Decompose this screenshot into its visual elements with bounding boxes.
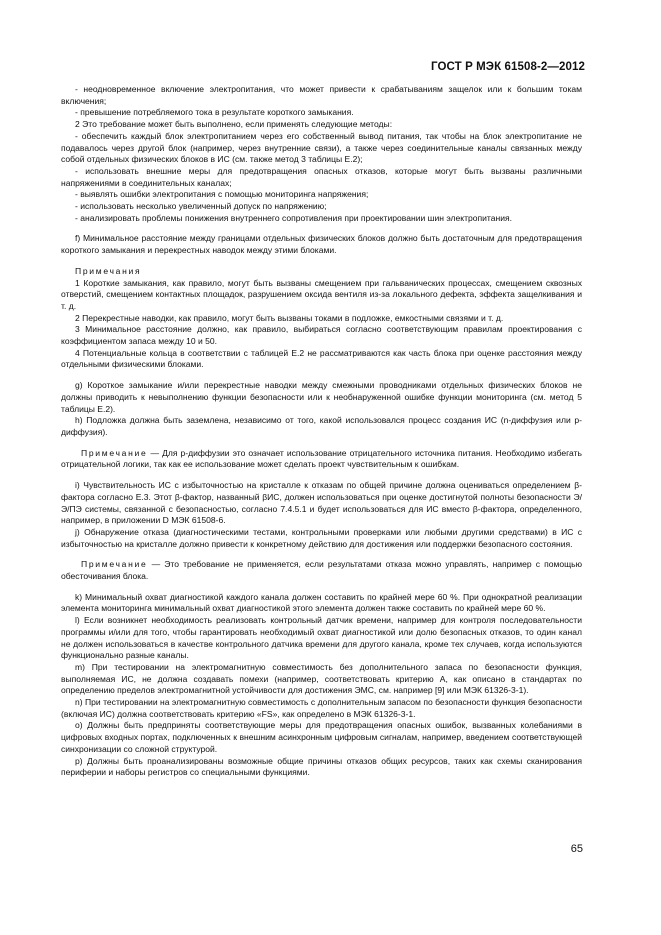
paragraph: - выявлять ошибки электропитания с помощью мониторинга напряжения; [75,189,369,200]
note-label: Примечание [81,559,148,570]
paragraph: - неодновременное включение электропитания, что может привести к срабатываниям защелок или к большим токам включения; [61,84,582,106]
paragraph: - использовать несколько увеличенный допуск по напряжению; [75,201,327,212]
note-block [61,559,582,582]
paragraph: k) Минимальный охват диагностикой каждого канала должен составить по крайней мере 60 %. При однократной реализации элемента мониторинга минимальный охват диагностикой этого элемента должен также составить по крайней мере 60 %. [61,591,582,614]
paragraph: p) Должны быть проанализированы возможные общие причины отказов общих ресурсов, таких как схемы сканирования периферии и наборы регистров со специальными функциями. [61,755,582,778]
paragraph: - превышение потребляемого тока в результате короткого замыкания. [75,107,354,118]
note-item: 1 Короткие замыкания, как правило, могут быть вызваны смещением при гальванических процессах, смещением сквозных отверстий, смещением контактных площадок, разрушением оксида вентиля из-за локального дефекта, эффекта защелкивания и т. д. [61,277,582,311]
page-body [61,84,582,779]
paragraph: n) При тестировании на электромагнитную совместимость с дополнительным запасом по безопасности функция безопасности (включая ИС) должна соответствовать критерию «FS», как определено в МЭК 61326-3-1. [61,697,582,719]
paragraph: - обеспечить каждый блок электропитанием через его собственный вывод питания, так чтобы на блок электропитание не подавалось через другой блок (например, через внутренние связи), а также через соединительные каналы связанных между собой отдельных физических блоков в ИС (см. также метод 3 таблицы Е.2); [61,130,582,165]
note-label: Примечание [81,447,148,458]
paragraph: h) Подложка должна быть заземлена, независимо от того, какой использовался процесс создания ИС (n-диффузия или p-диффузия). [61,415,582,437]
paragraph: j) Обнаружение отказа (диагностическими тестами, контрольными проверками или любыми другими средствами) в ИС с избыточностью на кристалле должно привести к конкретному действию для достижения или поддержки безопасного состояния. [61,526,582,549]
note-text: — Это требование не применяется, если результатами отказа можно управлять, например с помощью обесточивания блока. [61,559,582,582]
document-code-header: ГОСТ Р МЭК 61508-2—2012 [431,61,585,73]
paragraph: g) Короткое замыкание и/или перекрестные наводки между смежными проводниками отдельных физических блоков не должны приводить к невыполнению функции безопасности или к необнаруженной ошибке функции мониторинга (см. метод 5 таблицы Е.2). [61,380,582,414]
note-item: 4 Потенциальные кольца в соответствии с таблицей Е.2 не рассматриваются как часть блока при оценке расстояния между отдельными физическими блоками. [61,347,582,370]
page-number: 65 [570,843,583,855]
notes-heading: Примечания [75,265,142,276]
note-block [61,448,582,471]
paragraph: - использовать внешние меры для предотвращения опасных отказов, которые могут быть вызваны различными напряжениями в соединительных каналах; [61,165,582,188]
paragraph: o) Должны быть предприняты соответствующие меры для предотвращения опасных ошибок, вызванных колебаниями в цифровых входных портах, подключенных к внешним асинхронным цифровым сигналам, например, введением соответствующей синхронизации со сложной структурой. [61,720,582,754]
note-text: — Для p-диффузии это означает использование отрицательного источника питания. Необходимо избегать отрицательной логики, так как ее использование может сделать проект чувствительным к ошибкам. [61,447,582,470]
paragraph: l) Если возникнет необходимость реализовать контрольный датчик времени, например для контроля последовательности программы и/или для того, чтобы гарантировать необходимый охват диагностикой или долю безопасных отказов, то один канал не должен использоваться в качестве контрольного датчика времени для другого канала, кроме тех случаев, когда используются функционально разные каналы. [61,615,582,661]
paragraph: 2 Это требование может быть выполнено, если применять следующие методы: [75,119,393,130]
paragraph: - анализировать проблемы понижения внутреннего сопротивления при проектировании шин электропитания. [75,212,512,223]
note-item: 3 Минимальное расстояние должно, как правило, выбираться согласно соответствующим правилам проектирования с коэффициентом запаса между 10 и 50. [61,324,582,347]
paragraph: f) Минимальное расстояние между границами отдельных физических блоков должно быть достаточным для предотвращения короткого замыкания и перекрестных наводок между этими блоками. [61,233,582,256]
paragraph: i) Чувствительность ИС с избыточностью на кристалле к отказам по общей причине должна оцениваться определением β-фактора согласно Е.3. Этот β-фактор, названный βИС, должен использоваться при оценке достигнутой полноты безопасности Э/Э/ПЭ системы, связанной с безопасностью, согласно 7.4.5.1 и будет использоваться для ИС вместо β-фактора, определенного, например, в приложении D МЭК 61508-6. [61,480,582,526]
paragraph: m) При тестировании на электромагнитную совместимость без дополнительного запаса по безопасности функция, выполняемая ИС, не должна создавать помехи (например, соответствовать критерию А, как описано в стандартах по определению пределов электромагнитной устойчивости для достижения ЭМС, см. например [9] или МЭК 61326-3-1). [61,661,582,696]
note-item: 2 Перекрестные наводки, как правило, могут быть вызваны токами в подложке, емкостными связями и т. д. [75,312,504,323]
